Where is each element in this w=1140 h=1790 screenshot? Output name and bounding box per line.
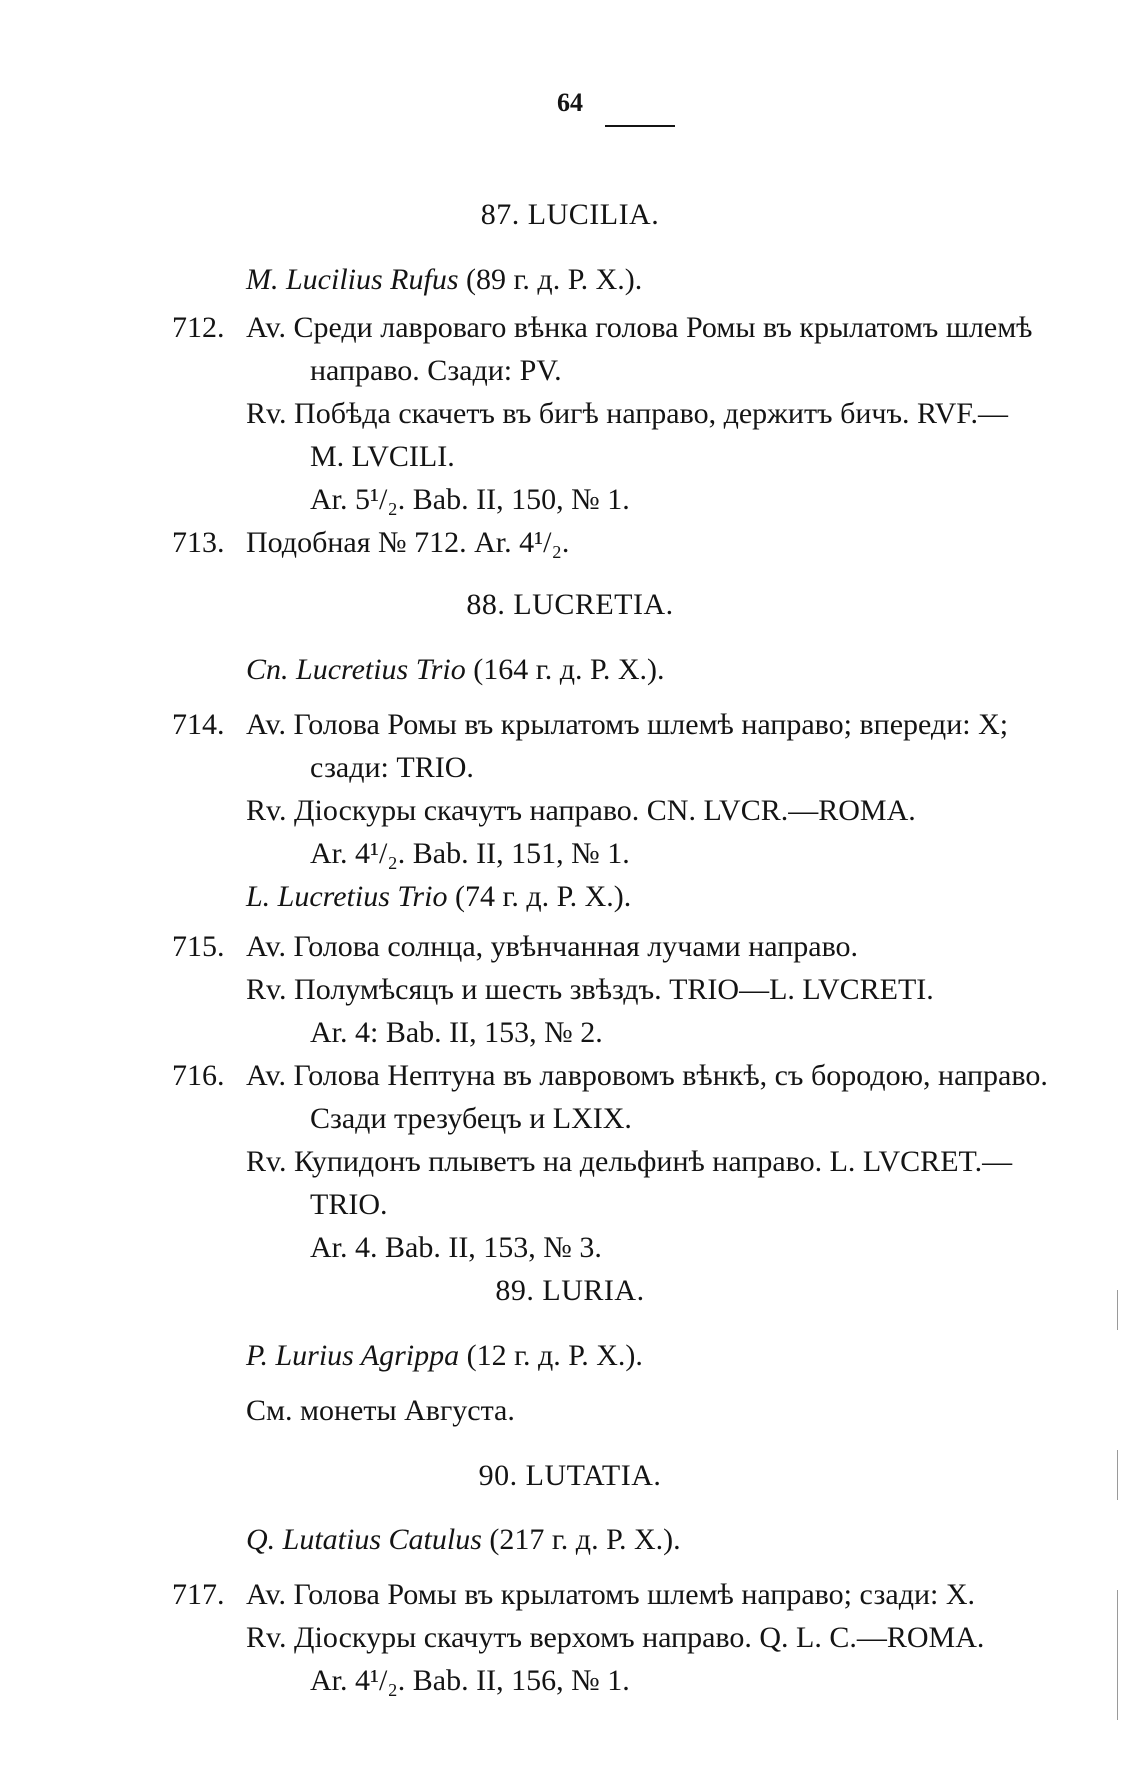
entry-line: Ar. 4. Bab. II, 153, № 3. — [310, 1231, 602, 1264]
moneyer-line — [246, 1338, 643, 1374]
entry-line: Ar. 4¹/₂. Bab. II, 151, № 1. — [310, 837, 630, 870]
scan-mark — [1117, 1290, 1118, 1330]
section-heading-lutatia: 90. LUTATIA. — [478, 1459, 662, 1492]
moneyer-date: (12 г. д. Р. Х.). — [466, 1339, 643, 1372]
moneyer-line — [246, 1522, 681, 1558]
moneyer-date: (74 г. д. Р. Х.). — [454, 880, 632, 913]
entry-number: 713. — [172, 526, 225, 559]
entry-line: Av. Голова Ромы въ крылатомъ шлемѣ направо; впереди: X; — [246, 708, 1009, 741]
moneyer-line — [246, 652, 665, 688]
page-number-rule — [605, 125, 675, 127]
entry-line: направо. Сзади: PV. — [310, 354, 562, 387]
moneyer-date: (164 г. д. Р. Х.). — [473, 653, 665, 686]
entry-line: M. LVCILI. — [310, 440, 455, 473]
entry-line: Rv. Діоскуры скачутъ направо. CN. LVCR.—ROMA. — [246, 794, 916, 827]
page-number: 64 — [557, 88, 583, 117]
entry-line: TRIO. — [310, 1188, 388, 1221]
moneyer-name: L. Lucretius Trio — [246, 880, 448, 913]
entry-line: сзади: TRIO. — [310, 751, 474, 784]
entry-number: 717. — [172, 1578, 225, 1611]
entry-line: Av. Голова солнца, увѣнчанная лучами направо. — [246, 930, 859, 963]
entry-line: Av. Голова Нептуна въ лавровомъ вѣнкѣ, съ бородою, направо. — [246, 1059, 1048, 1092]
moneyer-name: M. Lucilius Rufus — [246, 263, 459, 296]
entry-line: Rv. Діоскуры скачутъ верхомъ направо. Q. L. C.—ROMA. — [246, 1621, 985, 1654]
entry-line: Ar. 4: Bab. II, 153, № 2. — [310, 1016, 603, 1049]
section-heading-luria: 89. LURIA. — [495, 1274, 645, 1307]
entry-line: Av. Среди лавроваго вѣнка голова Ромы въ крылатомъ шлемѣ — [246, 311, 1033, 344]
entry-number: 715. — [172, 930, 225, 963]
entry-number: 712. — [172, 311, 225, 344]
scan-mark — [1117, 1590, 1118, 1720]
moneyer-date: (217 г. д. Р. Х.). — [489, 1523, 681, 1556]
scan-mark — [1117, 1450, 1118, 1500]
entry-line: Rv. Полумѣсяцъ и шесть звѣздъ. TRIO—L. LVCRETI. — [246, 973, 934, 1006]
entry-line: Ar. 5¹/₂. Bab. II, 150, № 1. — [310, 483, 630, 516]
section-heading-lucilia: 87. LUCILIA. — [480, 198, 660, 231]
moneyer-name: Cn. Lucretius Trio — [246, 653, 466, 686]
moneyer-date: (89 г. д. Р. Х.). — [466, 263, 643, 296]
entry-line: Rv. Побѣда скачетъ въ бигѣ направо, держитъ бичъ. RVF.— — [246, 397, 1009, 430]
entry-line: Сзади трезубецъ и LXIX. — [310, 1102, 632, 1135]
moneyer-name: P. Lurius Agrippa — [246, 1339, 460, 1372]
entry-line: Подобная № 712. Ar. 4¹/₂. — [246, 526, 570, 559]
moneyer-name: Q. Lutatius Catulus — [246, 1523, 482, 1556]
entry-line: Rv. Купидонъ плыветъ на дельфинѣ направо. L. LVCRET.— — [246, 1145, 1013, 1178]
cross-reference-note: См. монеты Августа. — [246, 1394, 515, 1427]
entry-line: Ar. 4¹/₂. Bab. II, 156, № 1. — [310, 1664, 630, 1697]
moneyer-line — [246, 879, 631, 915]
entry-number: 716. — [172, 1059, 225, 1092]
moneyer-line — [246, 262, 642, 298]
entry-line: Av. Голова Ромы въ крылатомъ шлемѣ направо; сзади: X. — [246, 1578, 976, 1611]
entry-number: 714. — [172, 708, 225, 741]
section-heading-lucretia: 88. LUCRETIA. — [466, 588, 674, 621]
